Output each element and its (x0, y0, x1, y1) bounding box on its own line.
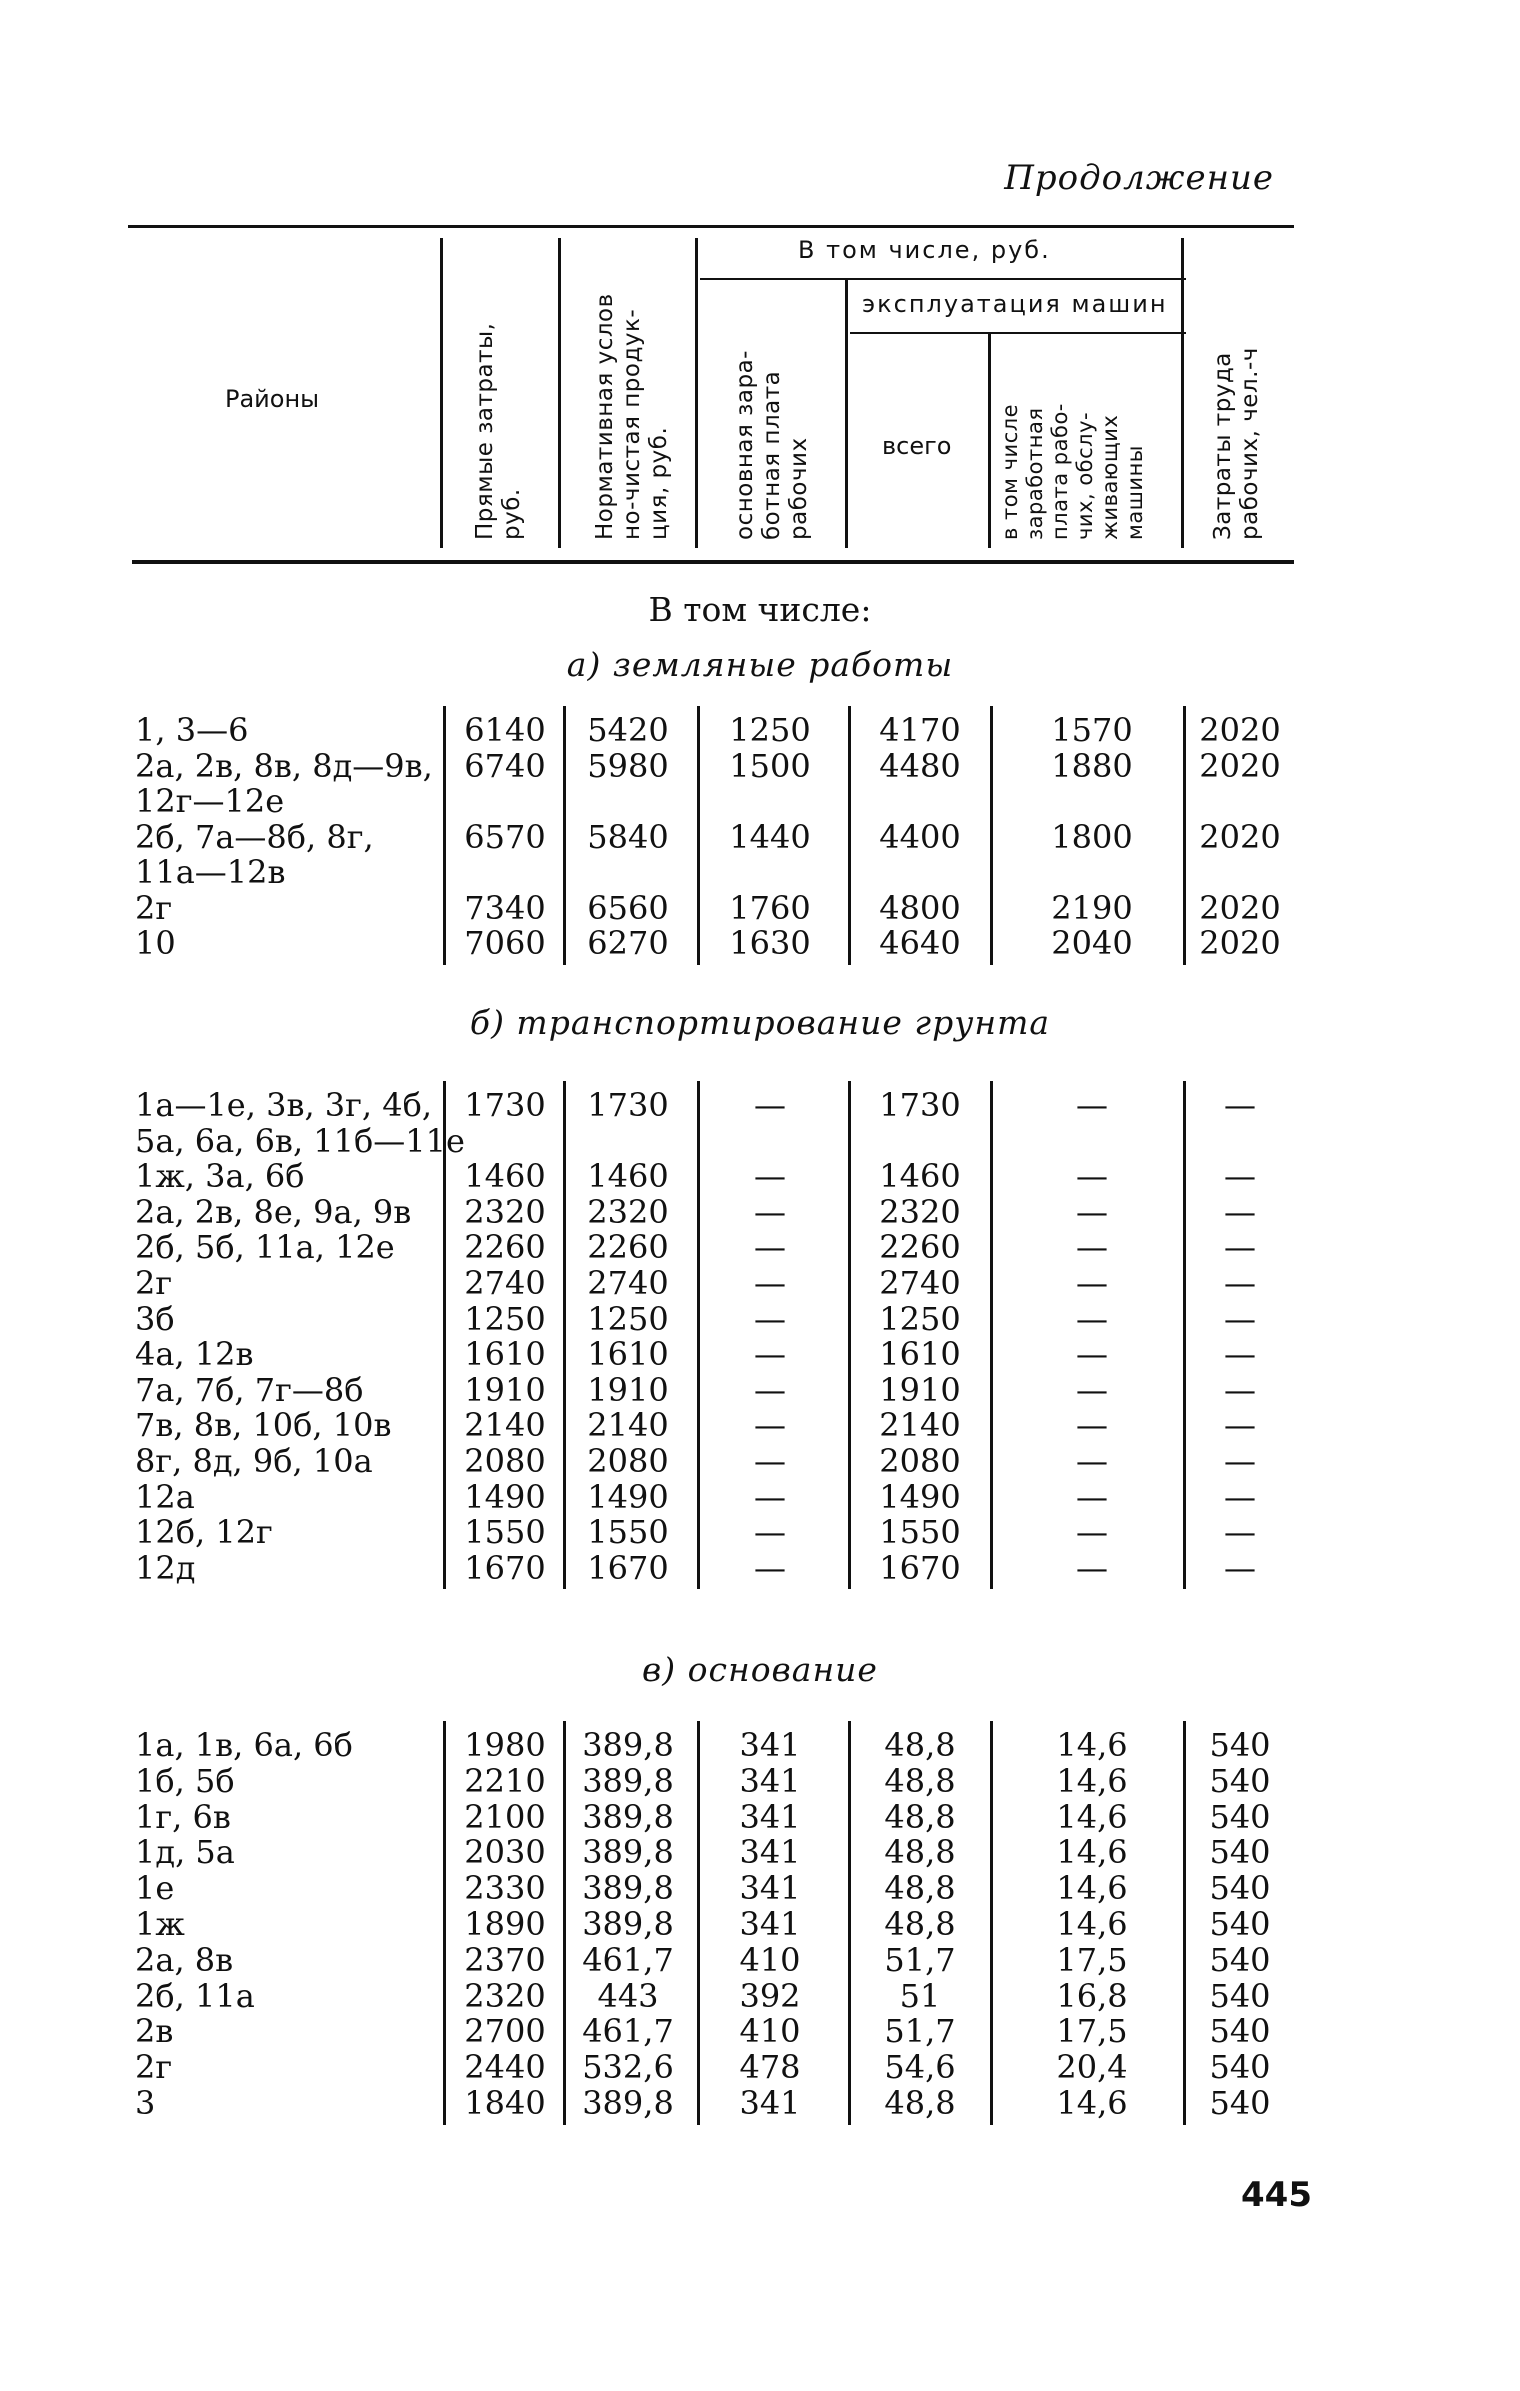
region-cell: 12б, 12г (135, 1513, 273, 1552)
table-row (0, 1265, 1520, 1301)
table-row (0, 1407, 1520, 1443)
machine-total-cell: 48,8 (884, 1905, 956, 1943)
labor-cell: 2020 (1199, 746, 1281, 785)
machine-total-cell: 2260 (879, 1228, 961, 1267)
labor-cell: 540 (1209, 1869, 1271, 1908)
section-title: а) земляные работы (566, 645, 954, 684)
wages-cell: — (754, 1228, 786, 1267)
machine-total-cell: 4640 (879, 924, 961, 962)
wages-cell: — (754, 1548, 786, 1587)
direct-cell: 2440 (464, 2048, 546, 2087)
machine-total-cell: 1910 (879, 1370, 961, 1409)
normative-cell: 389,8 (582, 1797, 674, 1836)
machine-total-cell: 4800 (879, 888, 961, 927)
labor-cell: 2020 (1199, 888, 1281, 927)
normative-cell: 2320 (587, 1192, 669, 1231)
region-cell: 1д, 5а (135, 1833, 235, 1872)
machine-wages-cell: 1570 (1051, 711, 1133, 749)
direct-cell: 1610 (464, 1335, 546, 1374)
region-cell: 2б, 11а (135, 1976, 255, 2015)
table-row (0, 2013, 1520, 2049)
region-cell: 12д (135, 1548, 196, 1587)
machine-total-cell: 51,7 (884, 1940, 956, 1979)
section-title: б) транспортирование грунта (469, 1003, 1051, 1042)
wages-cell: 410 (739, 1940, 801, 1979)
table-row (0, 1372, 1520, 1408)
wages-cell: 341 (739, 2084, 801, 2122)
machine-wages-cell: — (1076, 1442, 1108, 1480)
wages-cell: 1250 (729, 711, 811, 749)
table-row (0, 1443, 1520, 1479)
wages-cell: 341 (739, 1761, 801, 1800)
wages-cell: — (754, 1442, 786, 1480)
machine-wages-cell: 16,8 (1056, 1976, 1128, 2015)
header-divider (1181, 238, 1184, 548)
normative-cell: 1610 (587, 1335, 669, 1374)
header-labor: Затраты труда рабочих, чел.-ч (1210, 347, 1263, 540)
wages-cell: 478 (739, 2048, 801, 2087)
machine-rule (850, 332, 1186, 334)
wages-cell: 341 (739, 1869, 801, 1908)
region-cell: 10 (135, 924, 176, 962)
direct-cell: 6740 (464, 746, 546, 785)
region-cell: 12г—12е (135, 782, 285, 820)
region-cell: 2а, 8в (135, 1940, 234, 1979)
wages-cell: 1630 (729, 924, 811, 962)
machine-total-cell: 1460 (879, 1157, 961, 1196)
table-row (0, 1870, 1520, 1906)
table-row (0, 1479, 1520, 1515)
normative-cell: 1250 (587, 1299, 669, 1338)
region-cell: 3 (135, 2084, 156, 2122)
direct-cell: 2080 (464, 1442, 546, 1480)
normative-cell: 1670 (587, 1548, 669, 1587)
machine-total-cell: 48,8 (884, 1833, 956, 1872)
normative-cell: 532,6 (582, 2048, 674, 2087)
machine-wages-cell: 14,6 (1056, 1833, 1128, 1872)
wages-cell: — (754, 1477, 786, 1516)
normative-cell: 389,8 (582, 2084, 674, 2122)
labor-cell: — (1224, 1299, 1256, 1338)
machine-total-cell: 51,7 (884, 2012, 956, 2051)
header-divider (845, 280, 848, 548)
machine-total-cell: 1670 (879, 1548, 961, 1587)
region-cell: 1б, 5б (135, 1761, 235, 1800)
region-cell: 2а, 2в, 8е, 9а, 9в (135, 1192, 412, 1231)
table-row (0, 783, 1520, 819)
table-row (0, 854, 1520, 890)
wages-cell: 1440 (729, 817, 811, 856)
table-row (0, 925, 1520, 961)
normative-cell: 389,8 (582, 1869, 674, 1908)
header-group: В том числе, руб. (798, 236, 1051, 264)
labor-cell: — (1224, 1477, 1256, 1516)
machine-wages-cell: — (1076, 1228, 1108, 1267)
labor-cell: — (1224, 1157, 1256, 1196)
direct-cell: 7340 (464, 888, 546, 927)
direct-cell: 1550 (464, 1513, 546, 1552)
table-row (0, 1906, 1520, 1942)
labor-cell: — (1224, 1442, 1256, 1480)
machine-total-cell: 2080 (879, 1442, 961, 1480)
machine-wages-cell: 17,5 (1056, 2012, 1128, 2051)
table-row (0, 1158, 1520, 1194)
machine-wages-cell: — (1076, 1299, 1108, 1338)
normative-cell: 5420 (587, 711, 669, 749)
labor-cell: 2020 (1199, 711, 1281, 749)
machine-wages-cell: — (1076, 1086, 1108, 1124)
header-machine-wages: в том числе заработная плата рабо- чих, обслу- живающих машины (998, 403, 1147, 540)
machine-total-cell: 48,8 (884, 2084, 956, 2122)
machine-wages-cell: 14,6 (1056, 1905, 1128, 1943)
region-cell: 2б, 5б, 11а, 12е (135, 1228, 395, 1267)
header-divider (440, 238, 443, 548)
table-row (0, 1123, 1520, 1159)
normative-cell: 443 (597, 1976, 659, 2015)
header-top-rule (128, 225, 1294, 228)
machine-wages-cell: 14,6 (1056, 1726, 1128, 1764)
direct-cell: 2740 (464, 1264, 546, 1302)
machine-total-cell: 1490 (879, 1477, 961, 1516)
region-cell: 2а, 2в, 8в, 8д—9в, (135, 746, 433, 785)
normative-cell: 1460 (587, 1157, 669, 1196)
header-region: Районы (225, 385, 320, 413)
direct-cell: 2320 (464, 1976, 546, 2015)
table-row (0, 712, 1520, 748)
region-cell: 2г (135, 888, 173, 927)
header-wages: основная зара- ботная плата рабочих (732, 350, 812, 540)
wages-cell: — (754, 1406, 786, 1445)
region-cell: 11а—12в (135, 853, 286, 891)
normative-cell: 2740 (587, 1264, 669, 1302)
table-row (0, 1834, 1520, 1870)
machine-wages-cell: — (1076, 1264, 1108, 1302)
wages-cell: 1760 (729, 888, 811, 927)
wages-cell: — (754, 1299, 786, 1338)
region-cell: 1е (135, 1869, 175, 1908)
normative-cell: 389,8 (582, 1905, 674, 1943)
direct-cell: 1670 (464, 1548, 546, 1587)
direct-cell: 2210 (464, 1761, 546, 1800)
wages-cell: 341 (739, 1797, 801, 1836)
machine-wages-cell: 1880 (1051, 746, 1133, 785)
labor-cell: 2020 (1199, 817, 1281, 856)
table-row (0, 1799, 1520, 1835)
labor-cell: — (1224, 1335, 1256, 1374)
machine-total-cell: 48,8 (884, 1797, 956, 1836)
region-cell: 4а, 12в (135, 1335, 254, 1374)
machine-wages-cell: 14,6 (1056, 1869, 1128, 1908)
machine-wages-cell: 20,4 (1056, 2048, 1128, 2087)
labor-cell: — (1224, 1192, 1256, 1231)
direct-cell: 1980 (464, 1726, 546, 1764)
region-cell: 1ж, 3а, 6б (135, 1157, 305, 1196)
direct-cell: 1250 (464, 1299, 546, 1338)
table-row (0, 1942, 1520, 1978)
table-row (0, 1087, 1520, 1123)
direct-cell: 1460 (464, 1157, 546, 1196)
wages-cell: 410 (739, 2012, 801, 2051)
machine-total-cell: 4170 (879, 711, 961, 749)
table-row (0, 1978, 1520, 2014)
table-row (0, 748, 1520, 784)
normative-cell: 5980 (587, 746, 669, 785)
normative-cell: 389,8 (582, 1833, 674, 1872)
normative-cell: 461,7 (582, 1940, 674, 1979)
wages-cell: — (754, 1264, 786, 1302)
header-machine: эксплуатация машин (862, 290, 1168, 318)
labor-cell: 540 (1209, 1761, 1271, 1800)
normative-cell: 2260 (587, 1228, 669, 1267)
labor-cell: 540 (1209, 1976, 1271, 2015)
region-cell: 12а (135, 1477, 195, 1516)
labor-cell: 540 (1209, 1940, 1271, 1979)
header-bottom-rule (132, 560, 1294, 564)
labor-cell: 540 (1209, 1905, 1271, 1943)
direct-cell: 1910 (464, 1370, 546, 1409)
machine-total-cell: 4480 (879, 746, 961, 785)
machine-wages-cell: — (1076, 1192, 1108, 1231)
machine-wages-cell: — (1076, 1477, 1108, 1516)
header-divider (558, 238, 561, 548)
region-cell: 1, 3—6 (135, 711, 249, 749)
machine-wages-cell: 17,5 (1056, 1940, 1128, 1979)
direct-cell: 2140 (464, 1406, 546, 1445)
machine-wages-cell: 2040 (1051, 924, 1133, 962)
labor-cell: 540 (1209, 1797, 1271, 1836)
table-row (0, 1763, 1520, 1799)
region-cell: 8г, 8д, 9б, 10а (135, 1442, 373, 1480)
machine-wages-cell: — (1076, 1157, 1108, 1196)
labor-cell: 540 (1209, 2048, 1271, 2087)
normative-cell: 1490 (587, 1477, 669, 1516)
intro-label: В том числе: (648, 590, 872, 629)
region-cell: 2г (135, 2048, 173, 2087)
group-rule (700, 278, 1186, 280)
machine-wages-cell: 14,6 (1056, 1797, 1128, 1836)
wages-cell: — (754, 1513, 786, 1552)
normative-cell: 461,7 (582, 2012, 674, 2051)
wages-cell: 392 (739, 1976, 801, 2015)
machine-total-cell: 2740 (879, 1264, 961, 1302)
continuation-label: Продолжение (1004, 158, 1274, 198)
header-normative: Нормативная услов но-чистая продук- ция, руб. (592, 293, 672, 540)
region-cell: 1а—1е, 3в, 3г, 4б, (135, 1086, 433, 1124)
machine-total-cell: 2140 (879, 1406, 961, 1445)
direct-cell: 2330 (464, 1869, 546, 1908)
region-cell: 3б (135, 1299, 175, 1338)
normative-cell: 389,8 (582, 1726, 674, 1764)
machine-wages-cell: — (1076, 1513, 1108, 1552)
wages-cell: 341 (739, 1905, 801, 1943)
header-machine-total: всего (882, 432, 952, 460)
direct-cell: 2320 (464, 1192, 546, 1231)
labor-cell: — (1224, 1264, 1256, 1302)
table-row (0, 819, 1520, 855)
normative-cell: 389,8 (582, 1761, 674, 1800)
header-divider (988, 334, 991, 548)
normative-cell: 6270 (587, 924, 669, 962)
table-row (0, 1727, 1520, 1763)
header-direct: Прямые затраты, руб. (472, 322, 525, 540)
direct-cell: 2100 (464, 1797, 546, 1836)
labor-cell: 540 (1209, 2012, 1271, 2051)
machine-total-cell: 4400 (879, 817, 961, 856)
normative-cell: 2080 (587, 1442, 669, 1480)
wages-cell: — (754, 1370, 786, 1409)
region-cell: 1ж (135, 1905, 185, 1943)
normative-cell: 6560 (587, 888, 669, 927)
machine-wages-cell: 14,6 (1056, 1761, 1128, 1800)
normative-cell: 1550 (587, 1513, 669, 1552)
machine-total-cell: 54,6 (884, 2048, 956, 2087)
machine-total-cell: 51 (899, 1976, 941, 2015)
direct-cell: 1840 (464, 2084, 546, 2122)
region-cell: 5а, 6а, 6в, 11б—11е (135, 1121, 465, 1160)
labor-cell: — (1224, 1513, 1256, 1552)
labor-cell: — (1224, 1548, 1256, 1587)
table-row (0, 2049, 1520, 2085)
machine-total-cell: 1550 (879, 1513, 961, 1552)
direct-cell: 2370 (464, 1940, 546, 1979)
direct-cell: 1490 (464, 1477, 546, 1516)
wages-cell: — (754, 1192, 786, 1231)
page-number: 445 (1241, 2175, 1312, 2215)
wages-cell: — (754, 1335, 786, 1374)
direct-cell: 2030 (464, 1833, 546, 1872)
direct-cell: 7060 (464, 924, 546, 962)
direct-cell: 2260 (464, 1228, 546, 1267)
labor-cell: 540 (1209, 1726, 1271, 1764)
machine-wages-cell: — (1076, 1335, 1108, 1374)
header-divider (695, 238, 698, 548)
direct-cell: 1730 (464, 1086, 546, 1124)
direct-cell: 2700 (464, 2012, 546, 2051)
region-cell: 2б, 7а—8б, 8г, (135, 817, 374, 856)
wages-cell: 341 (739, 1726, 801, 1764)
machine-total-cell: 1730 (879, 1086, 961, 1124)
region-cell: 2г (135, 1264, 173, 1302)
machine-wages-cell: 14,6 (1056, 2084, 1128, 2122)
normative-cell: 5840 (587, 817, 669, 856)
table-row (0, 1514, 1520, 1550)
table-row (0, 1301, 1520, 1337)
direct-cell: 6570 (464, 817, 546, 856)
machine-wages-cell: 2190 (1051, 888, 1133, 927)
machine-wages-cell: — (1076, 1370, 1108, 1409)
labor-cell: — (1224, 1228, 1256, 1267)
labor-cell: — (1224, 1406, 1256, 1445)
machine-total-cell: 2320 (879, 1192, 961, 1231)
table-row (0, 1336, 1520, 1372)
table-row (0, 1229, 1520, 1265)
table-row (0, 2085, 1520, 2121)
normative-cell: 1910 (587, 1370, 669, 1409)
machine-total-cell: 1250 (879, 1299, 961, 1338)
labor-cell: 540 (1209, 2084, 1271, 2122)
region-cell: 1г, 6в (135, 1797, 231, 1836)
normative-cell: 2140 (587, 1406, 669, 1445)
wages-cell: — (754, 1157, 786, 1196)
normative-cell: 1730 (587, 1086, 669, 1124)
direct-cell: 1890 (464, 1905, 546, 1943)
table-row (0, 1194, 1520, 1230)
region-cell: 2в (135, 2012, 174, 2051)
machine-total-cell: 48,8 (884, 1726, 956, 1764)
machine-wages-cell: — (1076, 1548, 1108, 1587)
labor-cell: 2020 (1199, 924, 1281, 962)
region-cell: 1а, 1в, 6а, 6б (135, 1726, 353, 1764)
labor-cell: — (1224, 1086, 1256, 1124)
region-cell: 7в, 8в, 10б, 10в (135, 1406, 392, 1445)
table-row (0, 890, 1520, 926)
wages-cell: — (754, 1086, 786, 1124)
machine-wages-cell: 1800 (1051, 817, 1133, 856)
wages-cell: 1500 (729, 746, 811, 785)
labor-cell: — (1224, 1370, 1256, 1409)
wages-cell: 341 (739, 1833, 801, 1872)
direct-cell: 6140 (464, 711, 546, 749)
region-cell: 7а, 7б, 7г—8б (135, 1370, 364, 1409)
machine-total-cell: 48,8 (884, 1761, 956, 1800)
machine-wages-cell: — (1076, 1406, 1108, 1445)
table-row (0, 1550, 1520, 1586)
machine-total-cell: 1610 (879, 1335, 961, 1374)
section-title: в) основание (642, 1650, 878, 1689)
machine-total-cell: 48,8 (884, 1869, 956, 1908)
labor-cell: 540 (1209, 1833, 1271, 1872)
